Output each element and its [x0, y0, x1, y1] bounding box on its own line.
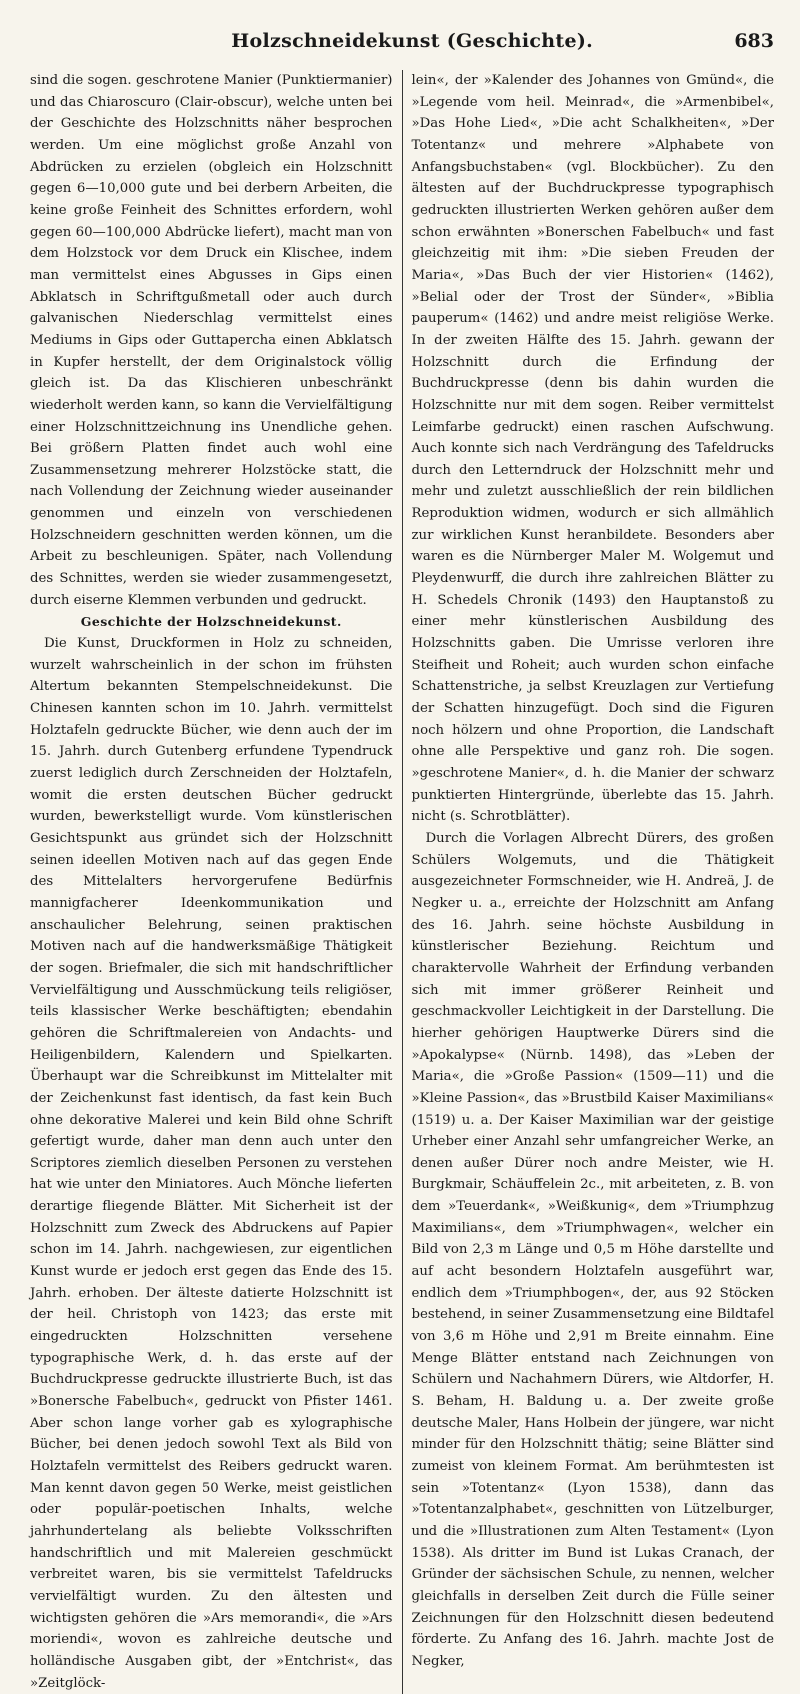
- right-paragraph-1: lein«, der »Kalender des Johannes von Gmünd«, die »Legende vom heil. Meinrad«, die »Armenbibel«, »Das Hohe Lied«, »Die acht Schalkheiten«, »Der Totentanz« und mehrere »Alphabete von Anfangsbuchstaben« (vgl. Blockbücher). Zu den ältesten auf der Buchdruckpresse typographisch gedruckten illustrierten Werken gehören außer dem schon erwähnten »Bonerschen Fabelbuch« und fast gleichzeitig mit ihm: »Die sieben Freuden der Maria«, »Das Buch der vier Historien« (1462), »Belial oder der Trost der Sünder«, »Biblia pauperum« (1462) und andre meist religiöse Werke. In der zweiten Hälfte des 15. Jahrh. gewann der Holzschnitt durch die Erfindung der Buchdruckpresse (denn bis dahin wurden die Holzschnitte nur mit dem sogen. Reiber vermittelst Leimfarbe gedruckt) einen raschen Aufschwung. Auch konnte sich nach Verdrängung des Tafeldrucks durch den Letterndruck der Holzschnitt mehr und mehr und zuletzt ausschließlich der rein bildlichen Reproduktion widmen, wodurch er sich allmählich zur wirklichen Kunst heranbildete. Besonders aber waren es die Nürnberger Maler M. Wolgemut und Pleydenwurff, die durch ihre zahlreichen Blätter zu H. Schedels Chronik (1493) den Hauptanstoß zu einer mehr künstlerischen Ausbildung des Holzschnitts gaben. Die Umrisse verloren ihre Steifheit und Roheit; auch wurden schon einfache Schattenstriche, ja selbst Kreuzlagen zur Vertiefung der Schatten hinzugefügt. Doch sind die Figuren noch hölzern und ohne Proportion, die Landschaft ohne alle Perspektive und ganz roh. Die sogen. »geschrotene Manier«, d. h. die Manier der schwarz punktierten Hintergründe, überlebte das 15. Jahrh. nicht (s. Schrotblätter).: [411, 73, 774, 825]
- running-title: Holzschneidekunst (Geschichte).: [231, 30, 594, 52]
- left-paragraph-1: sind die sogen. geschrotene Manier (Punktiermanier) und das Chiaroscuro (Clair-obscur), welche unten bei der Geschichte des Holzschnitts näher besprochen werden. Um eine möglichst große Anzahl von Abdrücken zu erzielen (obgleich ein Holzschnitt gegen 6—10,000 gute und bei derbern Arbeiten, die keine große Feinheit des Schnittes erfordern, wohl gegen 60—100,000 Abdrücke liefert), macht man von dem Holzstock vor dem Druck ein Klischee, indem man vermittelst eines Abgusses in Gips einen Abklatsch in Schriftgußmetall oder auch durch galvanischen Niederschlag vermittelst eines Mediums in Gips oder Guttapercha einen Abklatsch in Kupfer herstellt, der dem Originalstock völlig gleich ist. Da das Klischieren unbeschränkt wiederholt werden kann, so kann die Vervielfältigung einer Holzschnittzeichnung ins Unendliche gehen. Bei größern Platten findet auch wohl eine Zusammensetzung mehrerer Holzstöcke statt, die nach Vollendung der Zeichnung wieder auseinander genommen und einzeln von verschiedenen Holzschneidern geschnitten werden können, um die Arbeit zu beschleunigen. Später, nach Vollendung des Schnittes, werden sie wieder zusammengesetzt, durch eiserne Klemmen verbunden und gedruckt.: [30, 73, 393, 608]
- right-paragraph-2: Durch die Vorlagen Albrecht Dürers, des großen Schülers Wolgemuts, und die Thätigkeit ausgezeichneter Formschneider, wie H. Andreä, J. de Negker u. a., erreichte der Holzschnitt am Anfang des 16. Jahrh. seine höchste Ausbildung in künstlerischer Beziehung. Reichtum und charaktervolle Wahrheit der Erfindung verbanden sich mit immer größerer Reinheit und geschmackvoller Leichtigkeit in der Darstellung. Die hierher gehörigen Hauptwerke Dürers sind die »Apokalypse« (Nürnb. 1498), das »Leben der Maria«, die »Große Passion« (1509—11) und die »Kleine Passion«, das »Brustbild Kaiser Maximilians« (1519) u. a. Der Kaiser Maximilian war der geistige Urheber einer Anzahl sehr umfangreicher Werke, an denen außer Dürer noch andre Meister, wie H. Burgkmair, Schäuffelein 2c., mit arbeiteten, z. B. von dem »Teuerdank«, »Weißkunig«, dem »Triumphzug Maximilians«, dem »Triumphwagen«, welcher ein Bild von 2,3 m Länge und 0,5 m Höhe darstellte und auf acht besondern Holztafeln ausgeführt war, endlich dem »Triumphbogen«, der, aus 92 Stöcken bestehend, in seiner Zusammensetzung eine Bildtafel von 3,6 m Höhe und 2,91 m Breite einnahm. Eine Menge Blätter entstand nach Zeichnungen von Schülern und Nachahmern Dürers, wie Altdorfer, H. S. Beham, H. Baldung u. a. Der zweite große deutsche Maler, Hans Holbein der jüngere, war nicht minder für den Holzschnitt thätig; seine Blätter sind zumeist von kleinem Format. Am berühmtesten ist sein »Totentanz« (Lyon 1538), dann das »Totentanzalphabet«, geschnitten von Lützelburger, und die »Illustrationen zum Alten Testament« (Lyon 1538). Als dritter im Bund ist Lukas Cranach, der Gründer der sächsischen Schule, zu nennen, welcher gleichfalls in derselben Zeit durch die Fülle seiner Zeichnungen für den Holzschnitt diesen bedeutend förderte. Zu Anfang des 16. Jahrh. machte Jost de Negker,: [411, 830, 774, 1669]
- text-columns: [30, 70, 774, 1694]
- page-header: [30, 30, 774, 60]
- section-heading: Geschichte der Holzschneidekunst.: [80, 614, 342, 630]
- page-number: 683: [734, 30, 774, 52]
- left-column: [30, 70, 402, 1694]
- left-paragraph-2: Die Kunst, Druckformen in Holz zu schneiden, wurzelt wahrscheinlich in der schon im frühsten Altertum bekannten Stempelschneidekunst. Die Chinesen kannten schon im 10. Jahrh. vermittelst Holztafeln gedruckte Bücher, wie denn auch der im 15. Jahrh. durch Gutenberg erfundene Typendruck zuerst lediglich durch Zerschneiden der Holztafeln, womit die ersten deutschen Bücher gedruckt wurden, bewerkstelligt wurde. Vom künstlerischen Gesichtspunkt aus gründet sich der Holzschnitt seinen ideellen Motiven nach auf das gegen Ende des Mittelalters hervorgerufene Bedürfnis mannigfacherer Ideenkommunikation und anschaulicher Belehrung, seinen praktischen Motiven nach auf die handwerksmäßige Thätigkeit der sogen. Briefmaler, die sich mit handschriftlicher Vervielfältigung und Ausschmückung teils religiöser, teils klassischer Werke beschäftigten; ebendahin gehören die Schriftmalereien von Andachts- und Heiligenbildern, Kalendern und Spielkarten. Überhaupt war die Schreibkunst im Mittelalter mit der Zeichenkunst fast identisch, da fast kein Buch ohne dekorative Malerei und kein Bild ohne Schrift gefertigt wurde, daher man denn auch unter den Scriptores ziemlich dieselben Personen zu verstehen hat wie unter den Miniatores. Auch Mönche lieferten derartige fliegende Blätter. Mit Sicherheit ist der Holzschnitt zum Zweck des Abdruckens auf Papier schon im 14. Jahrh. nachgewiesen, zur eigentlichen Kunst wurde er jedoch erst gegen das Ende des 15. Jahrh. erhoben. Der älteste datierte Holzschnitt ist der heil. Christoph von 1423; das erste mit eingedruckten Holzschnitten versehene typographische Werk, d. h. das erste auf der Buchdruckpresse gedruckte illustrierte Buch, ist das »Bonersche Fabelbuch«, gedruckt von Pfister 1461. Aber schon lange vorher gab es xylographische Bücher, bei denen jedoch sowohl Text als Bild von Holztafeln vermittelst des Reibers gedruckt waren. Man kennt davon gegen 50 Werke, meist geistlichen oder populär-poetischen Inhalts, welche jahrhundertelang als beliebte Volksschriften handschriftlich und mit Malereien geschmückt verbreitet waren, bis sie vermittelst Tafeldrucks vervielfältigt wurden. Zu den ältesten und wichtigsten gehören die »Ars memorandi«, die »Ars moriendi«, wovon es zahlreiche deutsche und holländische Ausgaben gibt, der »Entchrist«, das »Zeitglöck-: [30, 636, 393, 1691]
- right-column: [402, 70, 775, 1694]
